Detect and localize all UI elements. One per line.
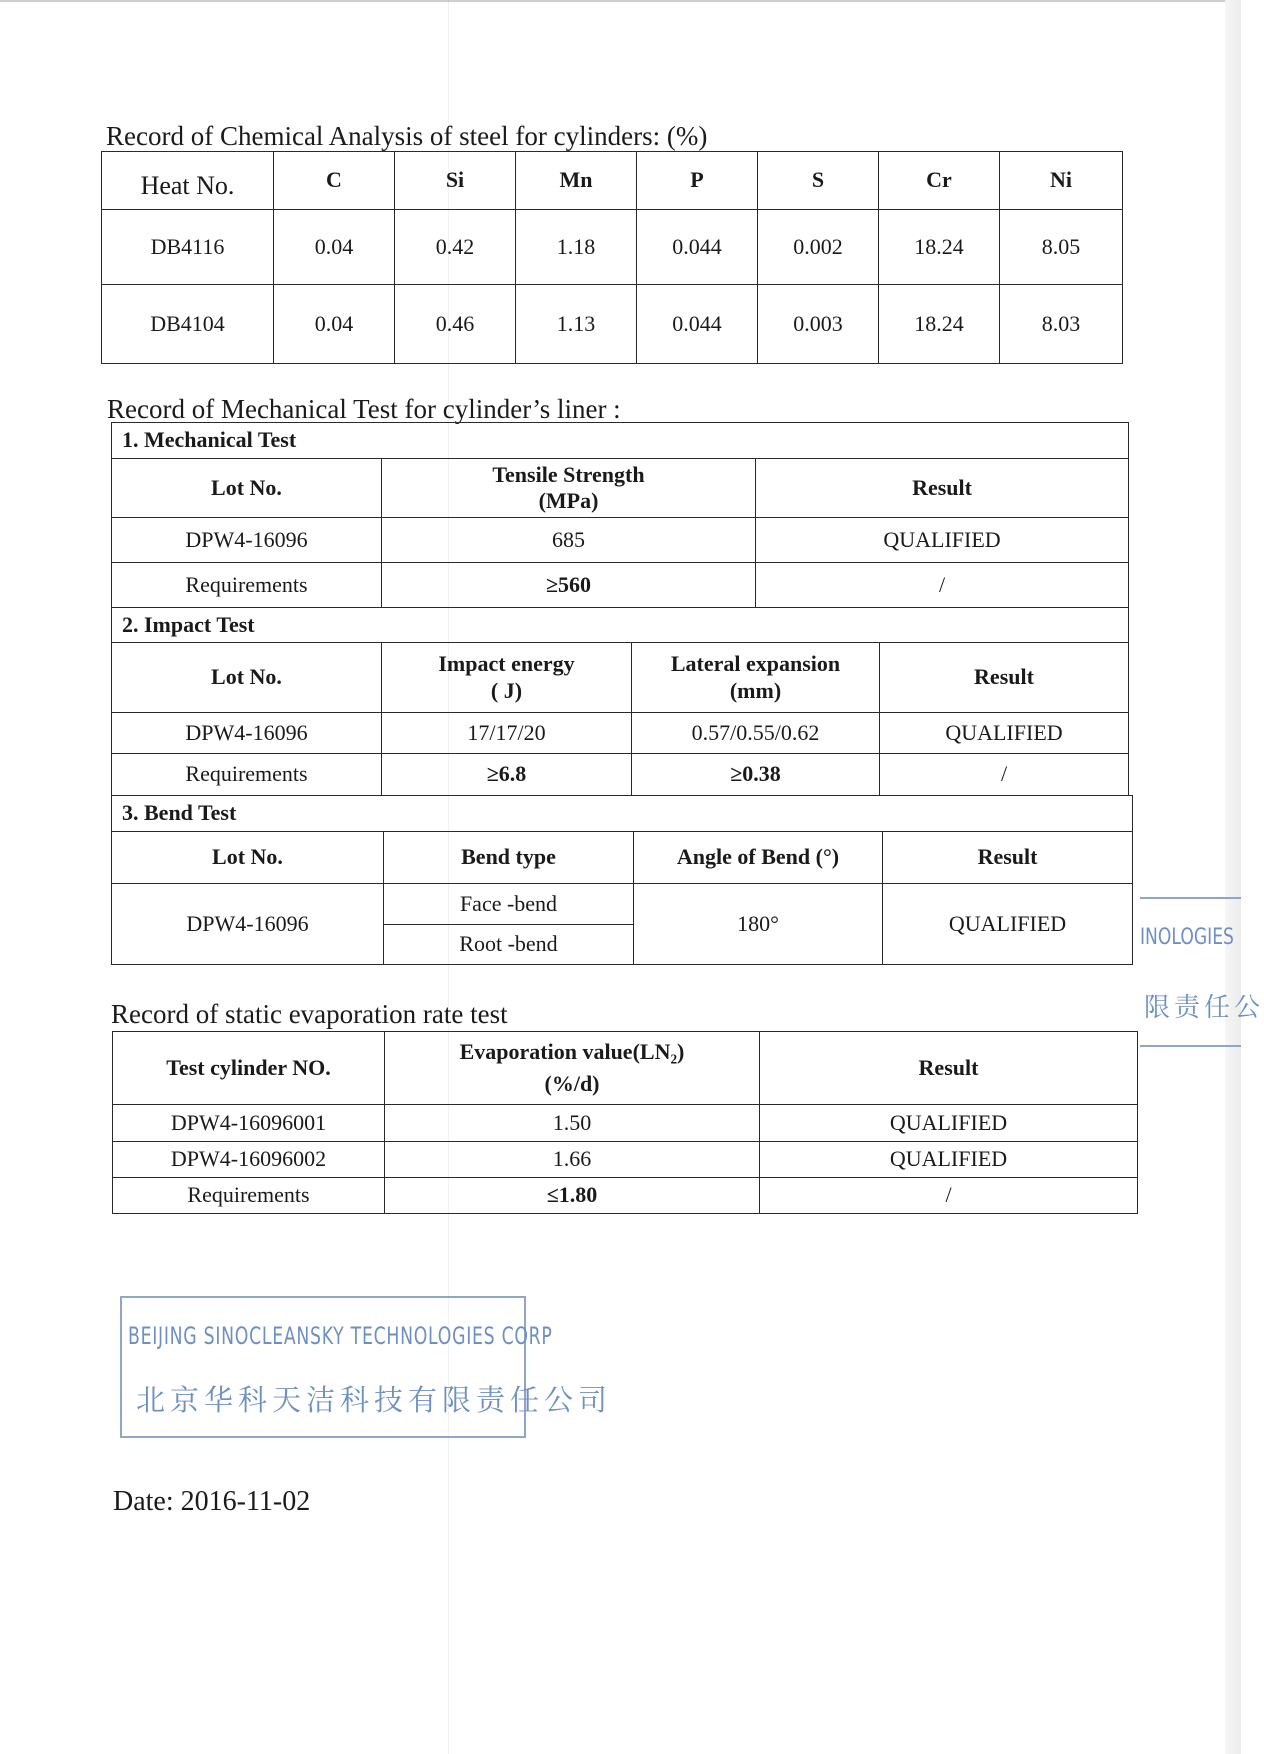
strength-cell: 685: [382, 518, 756, 563]
lateral-cell: 0.57/0.55/0.62: [632, 713, 880, 754]
p-cell: 0.044: [637, 210, 758, 285]
heat-no-cell: DB4116: [102, 210, 274, 285]
header-line: Lateral expansion: [670, 651, 841, 677]
result-requirement: /: [880, 754, 1129, 796]
result-cell: QUALIFIED: [883, 884, 1133, 965]
impact-header-row: [112, 643, 1129, 713]
col-header-bend-type: Bend type: [384, 832, 634, 884]
header-line: ( J): [490, 677, 523, 703]
value-cell: 1.66: [385, 1142, 760, 1178]
col-header-angle-of-bend: Angle of Bend (°): [634, 832, 883, 884]
header-line: (MPa): [538, 488, 599, 513]
result-cell: QUALIFIED: [756, 518, 1129, 563]
cylinder-no-cell: DPW4-16096001: [113, 1105, 385, 1142]
col-header-result: Result: [756, 459, 1129, 518]
evaporation-header-row: [113, 1032, 1138, 1105]
header-line: Evaporation value(LN₂): [459, 1038, 685, 1064]
lot-no-cell: DPW4-16096: [112, 884, 384, 965]
s-cell: 0.002: [758, 210, 879, 285]
col-header-impact-energy: [382, 643, 632, 713]
table-row: [112, 713, 1129, 754]
col-header-lateral-expansion: [632, 643, 880, 713]
table-row: [113, 1142, 1138, 1178]
col-header-result: Result: [880, 643, 1129, 713]
col-header-lot-no: Lot No.: [112, 832, 384, 884]
section-title-impact: 2. Impact Test: [112, 608, 1129, 643]
evaporation-table: [112, 1031, 1138, 1214]
cylinder-no-cell: DPW4-16096002: [113, 1142, 385, 1178]
mechanical-caption: Record of Mechanical Test for cylinder’s liner :: [107, 394, 621, 424]
chemical-header-row: [102, 152, 1123, 210]
result-requirement: /: [760, 1178, 1138, 1214]
requirements-row: [112, 563, 1129, 608]
issue-date: Date: 2016-11-02: [113, 1486, 311, 1517]
mn-cell: 1.13: [516, 285, 637, 364]
col-header-tensile-strength: [382, 459, 756, 518]
col-header-s: S: [758, 152, 879, 210]
si-cell: 0.46: [395, 285, 516, 364]
result-cell: QUALIFIED: [760, 1105, 1138, 1142]
requirements-label: Requirements: [113, 1178, 385, 1214]
table-row: [112, 518, 1129, 563]
lot-no-cell: DPW4-16096: [112, 713, 382, 754]
ni-cell: 8.05: [1000, 210, 1123, 285]
header-line: (mm): [729, 677, 782, 703]
value-requirement: ≤1.80: [385, 1178, 760, 1214]
section-title-bend: 3. Bend Test: [112, 796, 1133, 832]
energy-cell: 17/17/20: [382, 713, 632, 754]
stamp-english: BEIJING SINOCLEANSKY TECHNOLOGIES CORP: [128, 1322, 553, 1350]
stamp-partial-english: INOLOGIES: [1140, 925, 1234, 950]
header-line: Impact energy: [438, 651, 575, 677]
impact-table: [111, 607, 1129, 796]
col-header-test-cylinder: Test cylinder NO.: [113, 1032, 385, 1105]
heat-no-cell: DB4104: [102, 285, 274, 364]
col-header-evaporation-value: [385, 1032, 760, 1105]
bend-header-row: [112, 832, 1133, 884]
bend-table: [111, 795, 1133, 965]
col-header-c: C: [274, 152, 395, 210]
result-cell: QUALIFIED: [760, 1142, 1138, 1178]
cr-cell: 18.24: [879, 210, 1000, 285]
company-stamp: [120, 1296, 613, 1438]
header-line: (%/d): [544, 1071, 600, 1096]
table-row: [102, 285, 1123, 364]
s-cell: 0.003: [758, 285, 879, 364]
tensile-header-row: [112, 459, 1129, 518]
si-cell: 0.42: [395, 210, 516, 285]
angle-cell: 180°: [634, 884, 883, 965]
requirements-label: Requirements: [112, 563, 382, 608]
chemical-table: [101, 151, 1123, 364]
col-header-heat-no: Heat No.: [102, 152, 274, 210]
col-header-p: P: [637, 152, 758, 210]
table-row: [113, 1105, 1138, 1142]
table-row: [112, 884, 1133, 925]
c-cell: 0.04: [274, 285, 395, 364]
col-header-result: Result: [760, 1032, 1138, 1105]
requirements-row: [112, 754, 1129, 796]
company-stamp-partial: [1140, 897, 1264, 1047]
ni-cell: 8.03: [1000, 285, 1123, 364]
col-header-ni: Ni: [1000, 152, 1123, 210]
table-row: [102, 210, 1123, 285]
header-line: Tensile Strength: [492, 461, 645, 487]
scan-edge: [0, 0, 1241, 2]
strength-requirement: ≥560: [382, 563, 756, 608]
tensile-table: [111, 422, 1129, 608]
stamp-partial-chinese: 限责任公: [1144, 993, 1264, 1023]
result-requirement: /: [756, 563, 1129, 608]
section-title-mechanical: 1. Mechanical Test: [112, 423, 1129, 459]
col-header-mn: Mn: [516, 152, 637, 210]
requirements-row: [113, 1178, 1138, 1214]
col-header-lot-no: Lot No.: [112, 459, 382, 518]
energy-requirement: ≥6.8: [382, 754, 632, 796]
col-header-cr: Cr: [879, 152, 1000, 210]
lateral-requirement: ≥0.38: [632, 754, 880, 796]
result-cell: QUALIFIED: [880, 713, 1129, 754]
p-cell: 0.044: [637, 285, 758, 364]
stamp-chinese: 北京华科天洁科技有限责任公司: [136, 1383, 613, 1417]
bend-type-face: Face -bend: [384, 884, 634, 925]
value-cell: 1.50: [385, 1105, 760, 1142]
col-header-result: Result: [883, 832, 1133, 884]
lot-no-cell: DPW4-16096: [112, 518, 382, 563]
evaporation-caption: Record of static evaporation rate test: [111, 999, 508, 1029]
chemical-caption: Record of Chemical Analysis of steel for cylinders: (%): [106, 121, 708, 151]
col-header-lot-no: Lot No.: [112, 643, 382, 713]
bend-type-root: Root -bend: [384, 925, 634, 965]
c-cell: 0.04: [274, 210, 395, 285]
cr-cell: 18.24: [879, 285, 1000, 364]
mn-cell: 1.18: [516, 210, 637, 285]
requirements-label: Requirements: [112, 754, 382, 796]
scan-right-edge: [1225, 0, 1241, 1754]
col-header-si: Si: [395, 152, 516, 210]
